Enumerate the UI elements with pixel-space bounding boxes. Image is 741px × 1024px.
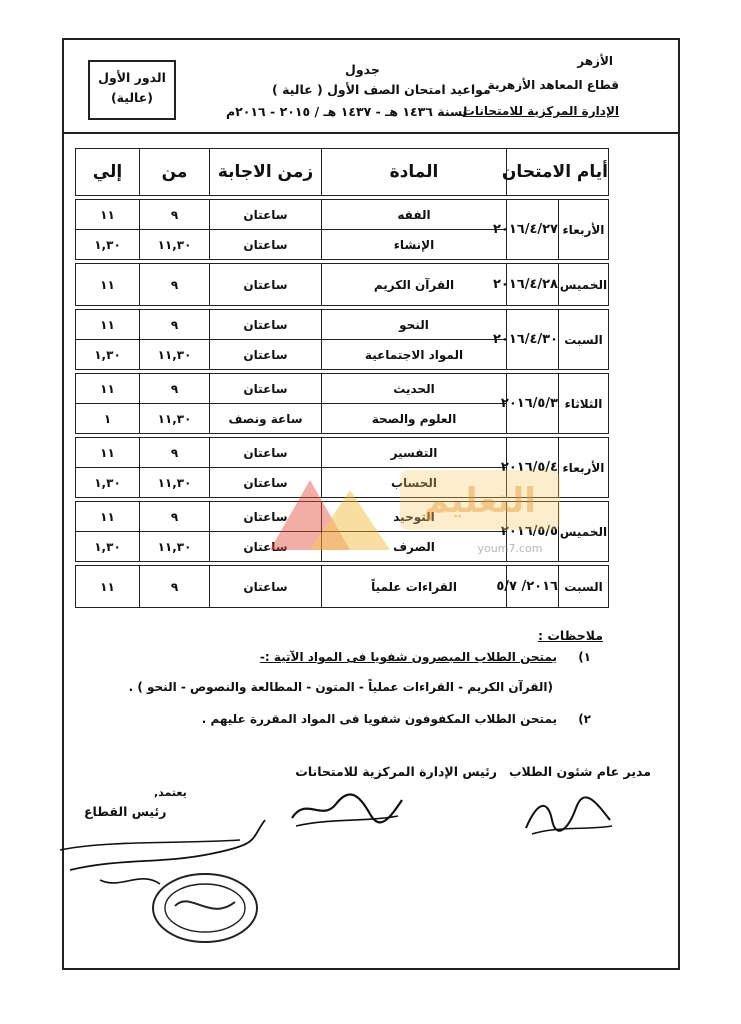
from-cell: ١١,٣٠: [140, 468, 210, 498]
to-cell: ١١: [76, 200, 140, 230]
day-cell: السبت: [559, 310, 609, 370]
to-cell: ١١: [76, 502, 140, 532]
table-row: [76, 200, 609, 230]
table-row: [76, 374, 609, 404]
header-to: إلي: [76, 149, 140, 196]
title-line-1: جدول: [345, 62, 380, 77]
from-cell: ٩: [140, 566, 210, 608]
watermark-url: youm7.com: [477, 542, 543, 555]
table-row: [76, 310, 609, 340]
from-cell: ٩: [140, 264, 210, 306]
day-cell: السبت: [559, 566, 609, 608]
date-cell: ٢٠١٦/ ٥/٧: [507, 566, 559, 608]
duration-cell: ساعتان: [210, 340, 322, 370]
to-cell: ١,٣٠: [76, 468, 140, 498]
duration-cell: ساعتان: [210, 200, 322, 230]
subject-cell: الصرف: [322, 532, 507, 562]
from-cell: ١١,٣٠: [140, 340, 210, 370]
note-1-number: ١): [578, 650, 591, 664]
subject-cell: الحديث: [322, 374, 507, 404]
subject-cell: الحساب: [322, 468, 507, 498]
to-cell: ١,٣٠: [76, 340, 140, 370]
signature-central-scribble: [286, 788, 406, 834]
from-cell: ١١,٣٠: [140, 532, 210, 562]
notes-title: ملاحظات :: [537, 628, 603, 643]
note-2-number: ٢): [578, 712, 591, 726]
note-1-list: (القرآن الكريم - القراءات عملياً - المتون - المطالعة والنصوص - النحو ) .: [128, 680, 553, 694]
title-line-3: لسنة ١٤٣٦ هـ - ١٤٣٧ هـ / ٢٠١٥ - ٢٠١٦م: [226, 104, 468, 119]
header-duration: زمن الاجابة: [210, 149, 322, 196]
subject-cell: العلوم والصحة: [322, 404, 507, 434]
duration-cell: ساعة ونصف: [210, 404, 322, 434]
to-cell: ١: [76, 404, 140, 434]
subject-cell: الفقه: [322, 200, 507, 230]
duration-cell: ساعتان: [210, 438, 322, 468]
from-cell: ٩: [140, 438, 210, 468]
signature-affairs-scribble: [518, 790, 618, 840]
subject-cell: الإنشاء: [322, 230, 507, 260]
table-row: [76, 264, 609, 306]
table-row: [76, 438, 609, 468]
signature-label-sector: رئيس القطاع: [84, 804, 167, 819]
signature-label-central: رئيس الإدارة المركزية للامتحانات: [295, 764, 497, 779]
title-line-2: مواعيد امتحان الصف الأول ( عالية ): [272, 82, 491, 97]
note-2-text: يمتحن الطلاب المكفوفون شفويا فى المواد المقررة عليهم .: [201, 712, 557, 726]
subject-cell: القرآن الكريم: [322, 264, 507, 306]
header-days: أيام الامتحان: [507, 149, 609, 196]
round-line-1: الدور الأول: [98, 70, 166, 85]
signature-sector-scribble: [40, 810, 280, 970]
day-cell: الخميس: [559, 502, 609, 562]
to-cell: ١١: [76, 566, 140, 608]
duration-cell: ساعتان: [210, 468, 322, 498]
from-cell: ١١,٣٠: [140, 404, 210, 434]
date-cell: ٢٠١٦/٤/٢٨: [507, 264, 559, 306]
day-cell: الثلاثاء: [559, 374, 609, 434]
duration-cell: ساعتان: [210, 566, 322, 608]
signature-label-affairs: مدير عام شئون الطلاب: [509, 764, 651, 779]
watermark-text: التعليم: [424, 481, 536, 521]
day-cell: الخميس: [559, 264, 609, 306]
to-cell: ١,٣٠: [76, 532, 140, 562]
date-cell: ٢٠١٦/٥/٤: [507, 438, 559, 498]
to-cell: ١,٣٠: [76, 230, 140, 260]
date-cell: ٢٠١٦/٥/٥: [507, 502, 559, 562]
subject-cell: التوحيد: [322, 502, 507, 532]
subject-cell: القراءات علمياً: [322, 566, 507, 608]
from-cell: ٩: [140, 374, 210, 404]
date-cell: ٢٠١٦/٤/٣٠: [507, 310, 559, 370]
table-header-row: [76, 149, 609, 196]
day-cell: الأربعاء: [559, 438, 609, 498]
from-cell: ٩: [140, 200, 210, 230]
schedule-table: [75, 148, 609, 608]
schedule-body: [76, 196, 609, 608]
org-line-1: الأزهر: [577, 54, 613, 68]
header-divider: [64, 132, 678, 134]
subject-cell: التفسير: [322, 438, 507, 468]
to-cell: ١١: [76, 310, 140, 340]
from-cell: ٩: [140, 502, 210, 532]
round-box: [88, 60, 176, 120]
from-cell: ١١,٣٠: [140, 230, 210, 260]
header-subject: المادة: [322, 149, 507, 196]
duration-cell: ساعتان: [210, 264, 322, 306]
to-cell: ١١: [76, 374, 140, 404]
table-row: [76, 566, 609, 608]
table-row: [76, 502, 609, 532]
header-from: من: [140, 149, 210, 196]
duration-cell: ساعتان: [210, 310, 322, 340]
day-cell: الأربعاء: [559, 200, 609, 260]
date-cell: ٢٠١٦/٥/٣: [507, 374, 559, 434]
from-cell: ٩: [140, 310, 210, 340]
to-cell: ١١: [76, 438, 140, 468]
duration-cell: ساعتان: [210, 230, 322, 260]
org-line-3: الإدارة المركزية للامتحانات: [462, 104, 619, 118]
round-line-2: (عالية): [110, 90, 154, 105]
subject-cell: النحو: [322, 310, 507, 340]
duration-cell: ساعتان: [210, 532, 322, 562]
duration-cell: ساعتان: [210, 374, 322, 404]
to-cell: ١١: [76, 264, 140, 306]
note-1-text: يمتحن الطلاب المبصرون شفويا فى المواد الآتية :-: [259, 650, 557, 664]
date-cell: ٢٠١٦/٤/٢٧: [507, 200, 559, 260]
subject-cell: المواد الاجتماعية: [322, 340, 507, 370]
org-line-2: قطاع المعاهد الأزهرية: [487, 78, 619, 92]
signature-label-approve: يعتمد,: [154, 786, 187, 799]
duration-cell: ساعتان: [210, 502, 322, 532]
